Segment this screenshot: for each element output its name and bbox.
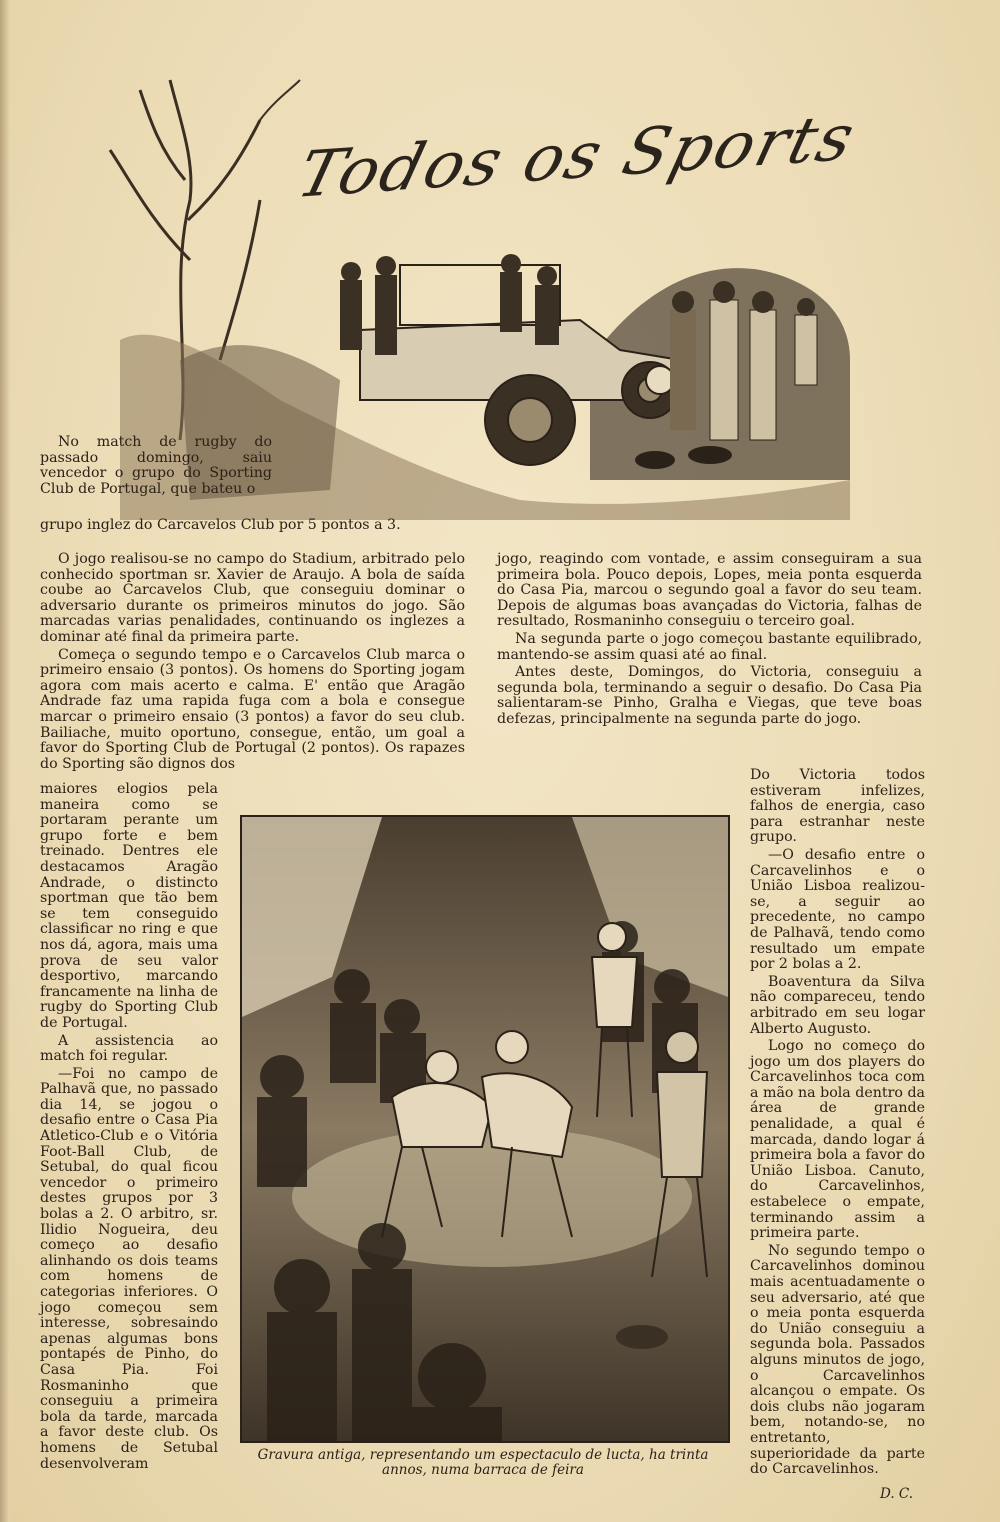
right-paragraph-6: Boaventura da Silva não compareceu, tendo arbitrado em seu logar Alberto Augusto. bbox=[750, 973, 925, 1037]
right-column-wide bbox=[497, 552, 922, 730]
right-paragraph-4: Do Victoria todos estiveram infelizes, falhos de energia, caso para estranhar neste grupo. bbox=[750, 767, 925, 846]
paragraph-4: A assistencia ao match foi regular. bbox=[40, 1032, 218, 1065]
right-paragraph-8: No segundo tempo o Carcavelinhos dominou mais acentuadamente o seu adversario, até que o meia ponta esquerda do União conseguiu a segunda bola. Passados alguns minutos de jogo, o Carcavelinhos alcançou o empate. Os dois clubs não jogaram bem, notando-se, no entretanto, superioridade da parte do Carcavelinhos. bbox=[750, 1242, 925, 1478]
wrestling-engraving-image bbox=[242, 817, 728, 1441]
article-intro-continued bbox=[40, 518, 410, 536]
left-column-wide bbox=[40, 552, 465, 774]
page-title: Todos os Sports bbox=[290, 101, 864, 213]
engraving-caption: Gravura antiga, representando um espectaculo de lucta, ha trinta annos, numa barraca de feira bbox=[257, 1447, 709, 1478]
wrestling-engraving bbox=[240, 815, 730, 1443]
intro-paragraph-1: No match de rugby do passado domingo, saiu vencedor o grupo do Sporting Club de Portugal, que bateu o bbox=[40, 434, 272, 497]
left-column-narrow bbox=[40, 782, 218, 1474]
right-paragraph-1: jogo, reagindo com vontade, e assim conseguiram a sua primeira bola. Pouco depois, Lopes, meia ponta esquerda do Casa Pia, marcou o segundo goal a favor do seu team. Depois de algumas boas avançadas do Victoria, falhas de resultado, Rosmaninho conseguiu o terceiro goal. bbox=[497, 551, 922, 630]
right-column-narrow bbox=[750, 768, 925, 1480]
right-paragraph-2: Na segunda parte o jogo começou bastante equilibrado, mantendo-se assim quasi até ao final. bbox=[497, 630, 922, 663]
paragraph-2: Começa o segundo tempo e o Carcavelos Club marca o primeiro ensaio (3 pontos). Os homens do Sporting jogam agora com mais acerto e calma. E' então que Aragão Andrade faz uma rapida fuga com a bola e consegue marcar o primeiro ensaio (3 pontos) a favor do seu club. Bailiache, muito oportuno, consegue, então, um goal a favor do Sporting Club de Portugal (2 pontos). Os rapazes do Sporting são dignos dos bbox=[40, 646, 465, 772]
paragraph-3: maiores elogios pela maneira como se portaram perante um grupo forte e bem treinado. Dentres ele destacamos Aragão Andrade, o distincto sportman que tão bem se tem conseguido classificar no ring e que nos dá, agora, mais uma prova de seu valor desportivo, marcando francamente na linha de rugby do Sporting Club de Portugal. bbox=[40, 781, 218, 1031]
article-intro bbox=[40, 435, 272, 499]
right-paragraph-5: —O desafio entre o Carcavelinhos e o União Lisboa realizou-se, a seguir ao precedente, no campo de Palhavã, tendo como resultado um empate por 2 bolas a 2. bbox=[750, 846, 925, 973]
paragraph-5: —Foi no campo de Palhavã que, no passado dia 14, se jogou o desafio entre o Casa Pia Atletico-Club e o Vitória Foot-Ball Club, de Setubal, do qual ficou vencedor o primeiro destes grupos por 3 bolas a 2. O arbitro, sr. Ilidio Nogueira, deu começo ao desafio alinhando os dois teams com homens de categorias inferiores. O jogo começou sem interesse, sobresaindo apenas algumas bons pontapés de Pinho, do Casa Pia. Foi Rosmaninho que conseguiu a primeira bola da tarde, marcada a favor deste club. Os homens de Setubal desenvolveram bbox=[40, 1065, 218, 1472]
right-paragraph-7: Logo no começo do jogo um dos players do Carcavelinhos toca com a mão na bola dentro da área de grande penalidade, a qual é marcada, dando logar á primeira bola a favor do União Lisboa. Canuto, do Carcavelinhos, estabelece o empate, terminando assim a primeira parte. bbox=[750, 1038, 925, 1242]
author-signature: D. C. bbox=[880, 1486, 914, 1502]
intro-paragraph-2: grupo inglez do Carcavelos Club por 5 pontos a 3. bbox=[40, 517, 401, 533]
right-paragraph-3: Antes deste, Domingos, do Victoria, conseguiu a segunda bola, terminando a seguir o desafio. Do Casa Pia salientaram-se Pinho, Gralha e Viegas, que teve boas defezas, principalmente na segunda parte do jogo. bbox=[497, 664, 922, 727]
page-spine bbox=[0, 0, 10, 1522]
paragraph-1: O jogo realisou-se no campo do Stadium, arbitrado pelo conhecido sportman sr. Xavier de Araujo. A bola de saída coube ao Carcavelos Club, que conseguiu dominar o adversario durante os primeiros minutos do jogo. São marcadas varias penalidades, continuando os inglezes a dominar até final da primeira parte. bbox=[40, 551, 465, 645]
